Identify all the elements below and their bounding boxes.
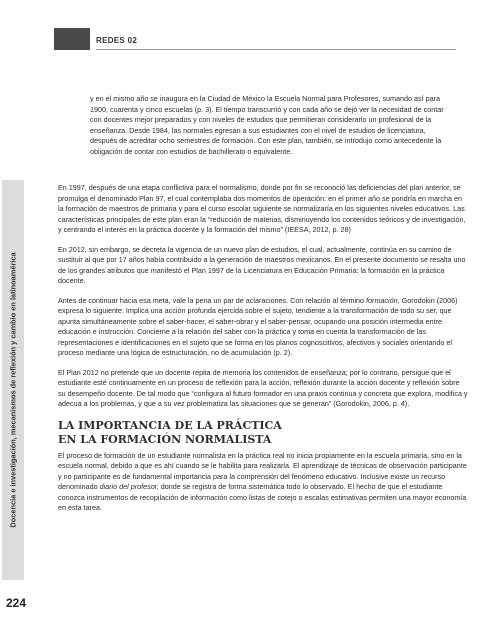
paragraph: El proceso de formación de un estudiante normalista en la práctica real no inicia propiamente en la escuela primaria, sino en la escuela normal, debido a que es ahí cuando se le habilita para realizarla. El aprendizaje de técnicas de observación participante y no participante es de fundamental importancia para la comprensión del fenómeno educativo. Inclusive existe un recurso denominado diario del profesor, donde se registra de forma sistemática todo lo observado. El hecho de que el estudiante conozca instrumentos de recopilación de información como listas de cotejo o escalas estimativas permiten una mayor economía en esta tarea. (58, 450, 467, 512)
header-block (54, 28, 90, 50)
running-header: REDES 02 (96, 36, 138, 45)
vertical-book-title: Docencia e investigación, mecanismos de reflexión y cambio en latinoamérica (8, 252, 18, 528)
paragraph: El Plan 2012 no pretende que un docente repita de memoria los contenidos de enseñanza; por lo contrario, persigue que el estudiante esté continuamente en un proceso de reflexión para la acción, reflexión durante la acción docente y reflexión sobre su desempeño docente. De tal modo que “configura al futuro formador en una praxis continua y concreta que explora, modifica y adecua a los problemas, y que a su vez problematiza las situaciones que se generan” (Gorodokin, 2006, p. 4). (58, 367, 468, 408)
paragraph: Antes de continuar hacia esa meta, vale la pena un par de aclaraciones. Con relación al término formación, Gorodokin (2006) expresa lo siguiente: Implica una acción profunda ejercida sobre el sujeto, tendiente a la transformación de todo su ser, que apunta simultáneamente sobre el saber-hacer, el saber-obrar y el saber-pensar, ocupando una posición intermedia entre educación e instrucción. Concierne a la relación del saber con la práctica y toma en cuenta la transformación de las representaciones e identificaciones en el sujeto que se forma en los planos cognoscitivos, afectivos y sociales orientando el proceso mediante una lógica de estructuración, no de acumulación (p. 2). (58, 295, 458, 357)
paragraph: En 2012, sin embargo, se decreta la vigencia de un nuevo plan de estudios, el cual, actualmente, continúa en su camino de sustituir al que por 17 años había contribuido a la generación de maestros mexicanos. En el presente documento se resalta uno de los grandes atributos que manifestó el Plan 1997 de la Licenciatura en Educación Primaria: la formación en la práctica docente. (58, 244, 466, 285)
page-number: 224 (6, 596, 27, 610)
paragraph: En 1997, después de una etapa conflictiva para el normalismo, donde por fin se reconoció las deficiencias del plan anterior, se promulga el denominado Plan 97, el cual contemplaba dos momentos de operación: en el primer año se pondría en marcha en la formación de maestros de primaria y para el curso escolar siguiente se normalizaría en los siguientes niveles educativos. Las características principales de este plan eran la “reducción de materias, disminuyendo los contenidos teóricos y de investigación, y centrando el interés en la práctica docente y la formación del mismo” (IEESA, 2012, p. 28) (58, 183, 466, 234)
section-heading: LA IMPORTANCIA DE LA PRÁCTICA EN LA FORMACIÓN NORMALISTA (58, 418, 282, 446)
header-divider (96, 49, 456, 50)
block-quote: y en el mismo año se inaugura en la Ciudad de México la Escuela Normal para Profesores, sumando así para 1900, cuarenta y cinco escuelas (p. 3). El tiempo transcurrió y con cada año se dejó ver la necesidad de contar con docentes mejor preparados y con niveles de estudios que permitieran considerarlo un profesional de la enseñanza. Desde 1984, las normales egresan a sus estudiantes con el nivel de estudios de licenciatura, después de acreditar ocho semestres de formación. Con este plan, también, se introdujo como antecedente la obligación de contar con estudios de bachillerato o equivalente. (90, 94, 444, 156)
body-text (58, 183, 468, 523)
